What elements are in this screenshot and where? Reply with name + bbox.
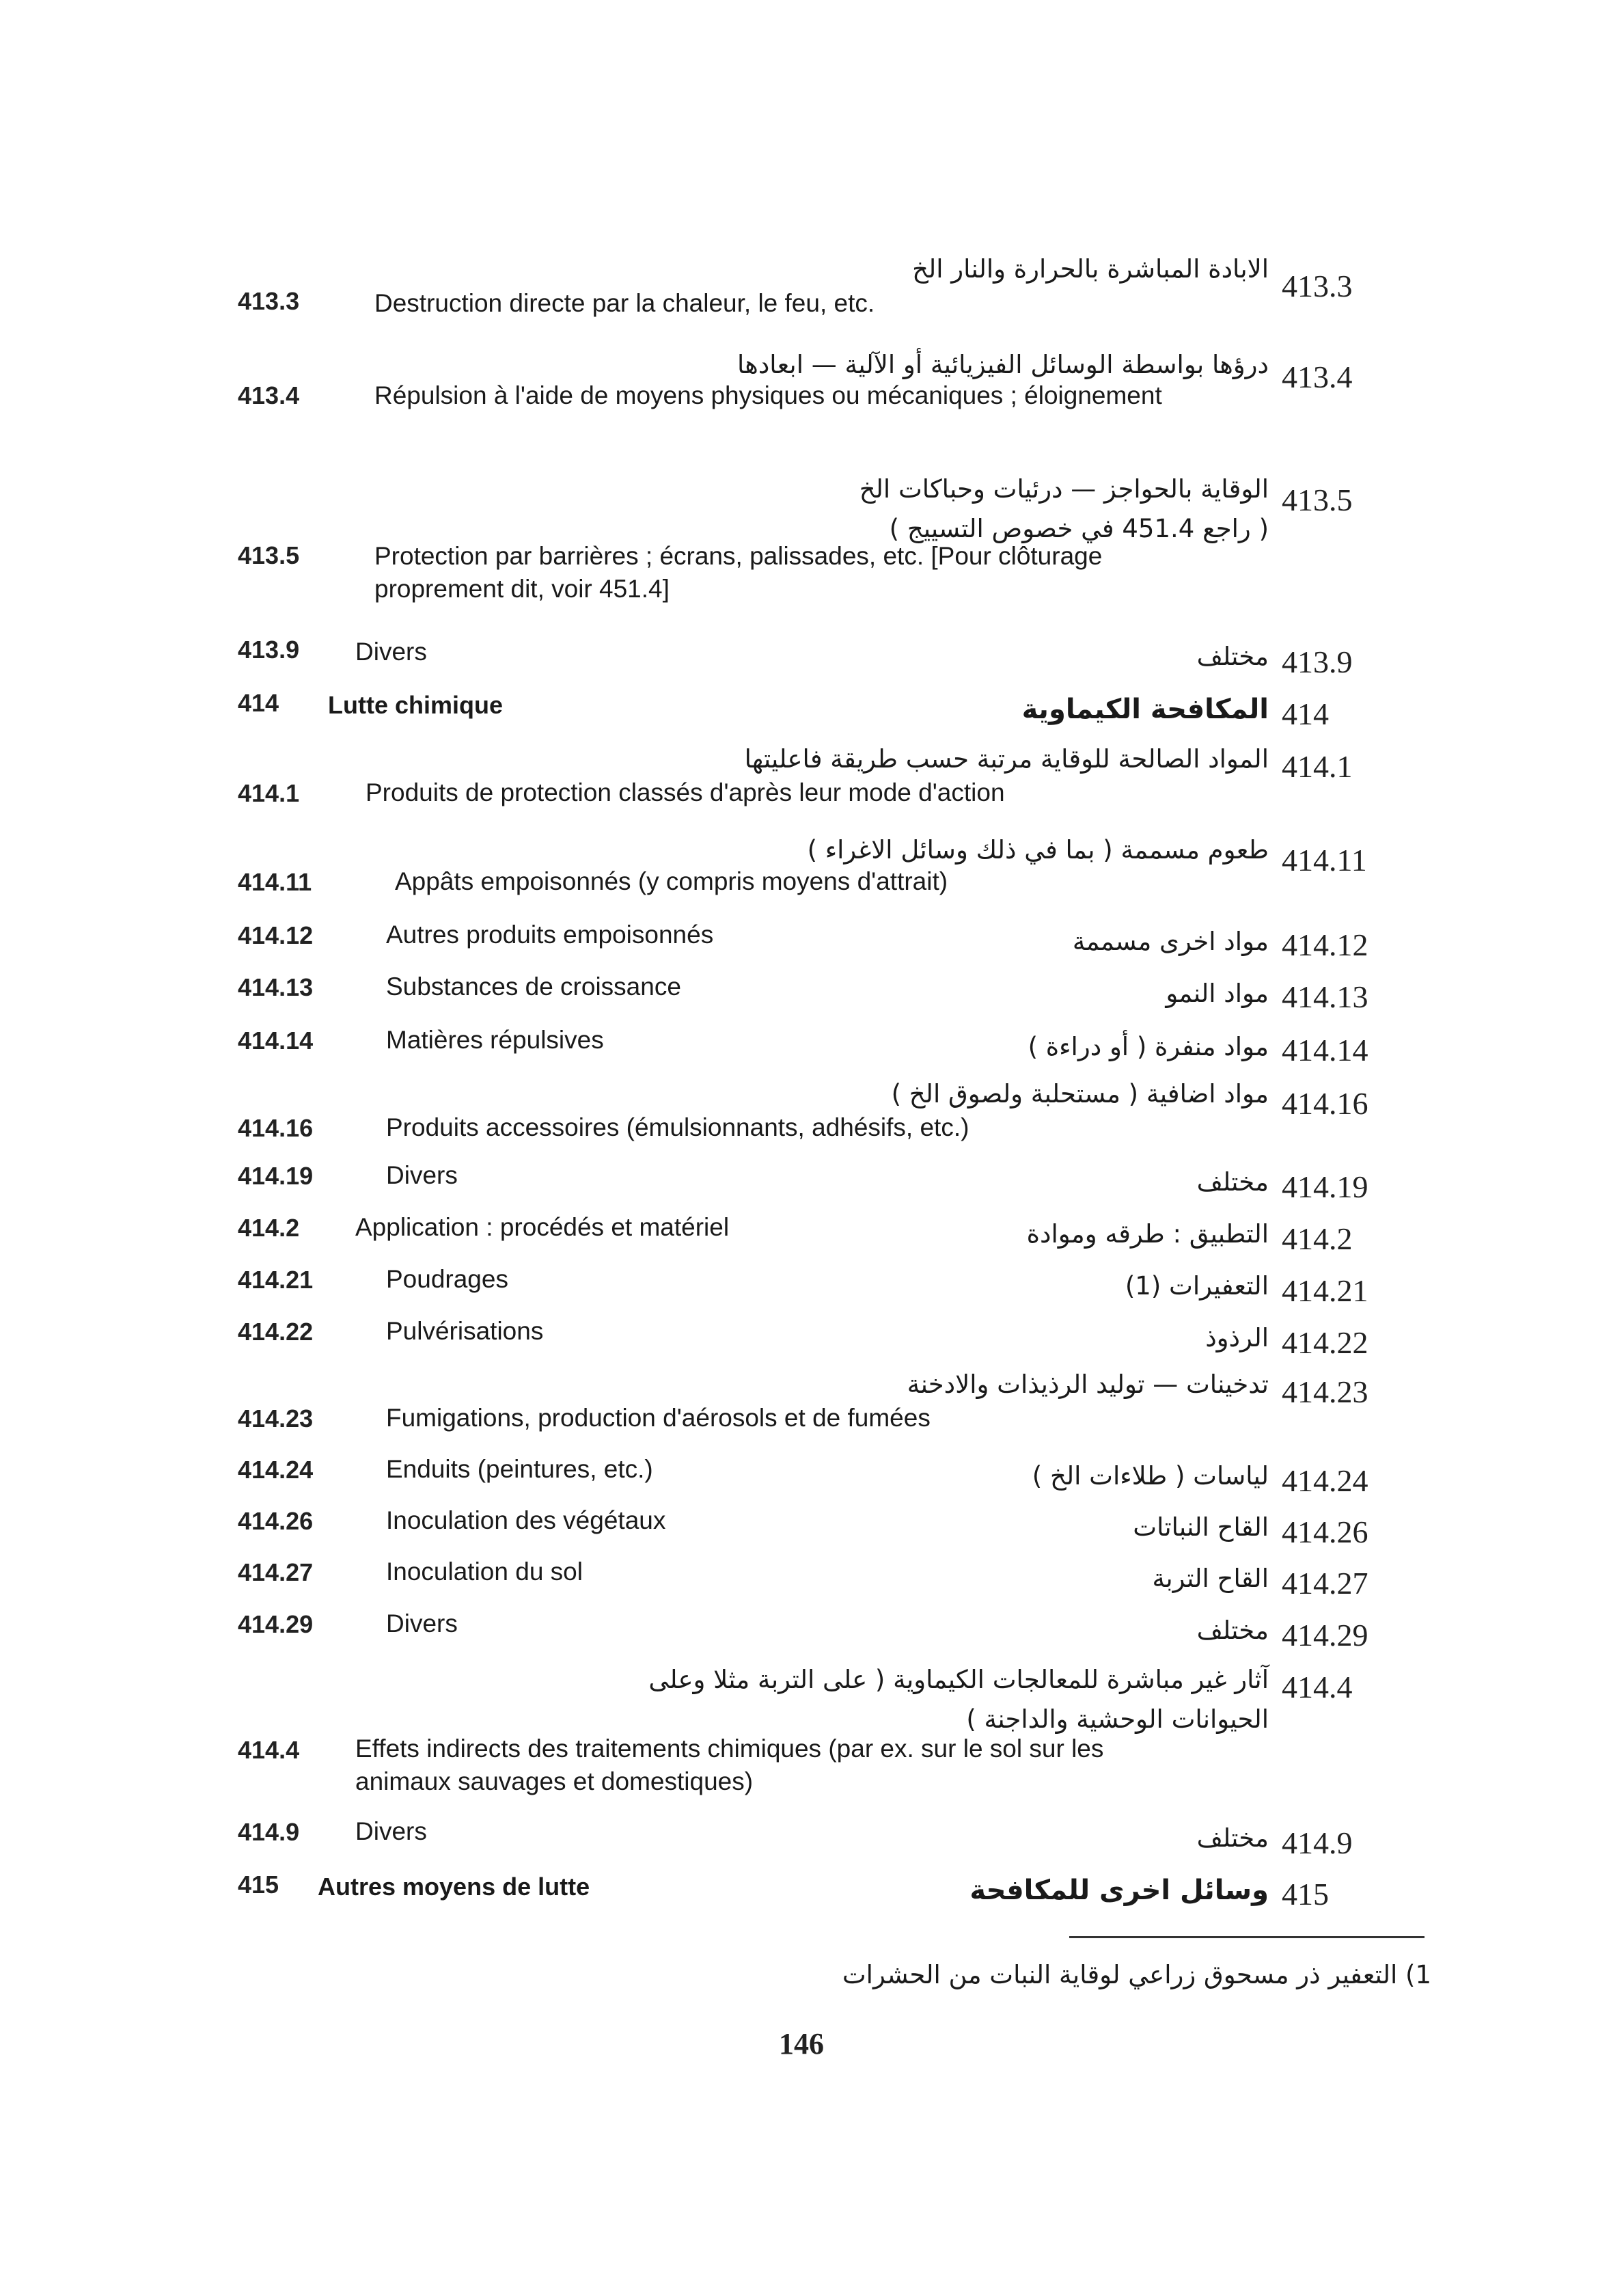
entry-french-text: Poudrages <box>386 1265 508 1293</box>
entry-french-text: Autres produits empoisonnés <box>386 921 714 949</box>
entry-code: 414.4 <box>238 1736 300 1764</box>
entry-arabic-text: مختلف <box>1196 1823 1269 1853</box>
entry-french-text: Répulsion à l'aide de moyens physiques ou mécaniques ; éloignement <box>374 381 1162 409</box>
entry-arabic-code: 414.24 <box>1282 1463 1368 1498</box>
entry-french-text: Produits de protection classés d'après leur mode d'action <box>366 778 1005 806</box>
entry-arabic-code: 413.9 <box>1282 644 1353 679</box>
entry-arabic-text: مختلف <box>1196 1167 1269 1197</box>
entry-french-text: Substances de croissance <box>386 973 681 1001</box>
entry-arabic-text: مواد اخرى مسممة <box>1072 927 1269 956</box>
entry-arabic-code: 414.27 <box>1282 1566 1368 1601</box>
entry-code: 413.3 <box>238 287 300 315</box>
entry-french-text: Divers <box>355 638 427 666</box>
entry-arabic-code: 414.26 <box>1282 1514 1368 1549</box>
entry-arabic-text: مختلف <box>1196 1616 1269 1645</box>
page-number: 146 <box>779 2027 824 2061</box>
entry-french-text: Appâts empoisonnés (y compris moyens d'attrait) <box>395 867 948 895</box>
entry-code: 413.4 <box>238 381 300 409</box>
entry-french-text: Inoculation du sol <box>386 1558 583 1586</box>
entry-arabic-code: 414.11 <box>1282 843 1367 878</box>
entry-arabic-code: 414.19 <box>1282 1169 1368 1204</box>
entry-code: 414.2 <box>238 1214 300 1242</box>
entry-arabic-code: 414.13 <box>1282 979 1368 1014</box>
entry-code: 415 <box>238 1871 279 1899</box>
entry-french-text: Fumigations, production d'aérosols et de fumées <box>386 1404 931 1432</box>
entry-code: 414.16 <box>238 1114 314 1142</box>
entry-arabic-code: 414.12 <box>1282 927 1368 962</box>
entry-french-text: Destruction directe par la chaleur, le feu, etc. <box>374 289 875 317</box>
entry-code: 414.23 <box>238 1404 314 1432</box>
entry-code: 414.1 <box>238 779 300 807</box>
entry-arabic-code: 413.4 <box>1282 359 1353 394</box>
entry-arabic-text: مختلف <box>1196 642 1269 671</box>
entry-code: 414.9 <box>238 1818 300 1846</box>
entry-arabic-text: القاح التربة <box>1152 1564 1269 1593</box>
entry-arabic-text-line-2: الحيوانات الوحشية والداجنة ) <box>966 1704 1269 1734</box>
entry-code: 414.26 <box>238 1507 314 1535</box>
entry-arabic-text: الابادة المباشرة بالحرارة والنار الخ <box>912 254 1269 284</box>
entry-french-text: Autres moyens de lutte <box>318 1873 590 1901</box>
entry-arabic-text: المكافحة الكيماوية <box>1021 694 1269 725</box>
entry-arabic-text: المواد الصالحة للوقاية مرتبة حسب طريقة فاعليتها <box>744 744 1269 774</box>
footnote: 1) التعفير ذر مسحوق زراعي لوقاية النبات من الحشرات <box>842 1960 1431 1989</box>
entry-arabic-text: التعفيرات (1) <box>1125 1271 1269 1301</box>
entry-french-text: Produits accessoires (émulsionnants, adhésifs, etc.) <box>386 1113 969 1141</box>
entry-code: 414.19 <box>238 1162 314 1190</box>
entry-french-text: Protection par barrières ; écrans, palissades, etc. [Pour clôturage proprement dit, voir 451.4] <box>374 542 1103 603</box>
entry-french-text: Divers <box>386 1609 458 1637</box>
entry-french-text: Inoculation des végétaux <box>386 1506 666 1534</box>
entry-arabic-text: طعوم مسممة ( بما في ذلك وسائل الاغراء ) <box>807 835 1269 865</box>
entry-code: 414.12 <box>238 921 314 949</box>
entry-arabic-text: التطبيق : طرقه وموادة <box>1026 1219 1269 1249</box>
entry-french-text: Matières répulsives <box>386 1026 604 1054</box>
entry-arabic-text: آثار غير مباشرة للمعالجات الكيماوية ( على التربة مثلا وعلى <box>648 1665 1269 1694</box>
entry-french-text: Enduits (peintures, etc.) <box>386 1455 653 1483</box>
entry-french-text: Application : procédés et matériel <box>355 1213 730 1241</box>
entry-arabic-code: 413.5 <box>1282 482 1353 517</box>
entry-arabic-code: 414.29 <box>1282 1618 1368 1653</box>
entry-french-text: Effets indirects des traitements chimiques (par ex. sur le sol sur les animaux sauvages et domestiques) <box>355 1735 1104 1795</box>
entry-arabic-code: 414.14 <box>1282 1033 1368 1068</box>
entry-arabic-text: وسائل اخرى للمكافحة <box>969 1875 1269 1906</box>
entry-arabic-code: 414.2 <box>1282 1221 1353 1256</box>
entry-french-text: Lutte chimique <box>328 691 504 719</box>
entry-arabic-text: مواد منفرة ( أو دراءة ) <box>1028 1032 1269 1061</box>
entry-code: 414 <box>238 689 279 717</box>
entry-code: 414.29 <box>238 1610 314 1638</box>
entry-code: 414.11 <box>238 868 312 896</box>
entry-arabic-text: درؤها بواسطة الوسائل الفيزيائية أو الآلية — ابعادها <box>737 350 1269 379</box>
entry-arabic-text: مواد اضافية ( مستحلبة ولصوق الخ ) <box>891 1079 1269 1109</box>
entry-french-text: Pulvérisations <box>386 1317 544 1345</box>
entry-code: 414.13 <box>238 973 314 1001</box>
entry-arabic-text: القاح النباتات <box>1133 1512 1269 1542</box>
entry-arabic-code: 414.16 <box>1282 1086 1368 1121</box>
entry-code: 414.27 <box>238 1558 314 1586</box>
entry-code: 414.14 <box>238 1027 314 1055</box>
entry-arabic-text: لياسات ( طلاءات الخ ) <box>1032 1461 1269 1491</box>
entry-arabic-text: الرذوذ <box>1205 1323 1269 1352</box>
entry-arabic-code: 414.4 <box>1282 1670 1353 1704</box>
entry-code: 414.24 <box>238 1456 314 1484</box>
entry-arabic-text: مواد النمو <box>1166 979 1269 1008</box>
entry-arabic-code: 414 <box>1282 696 1329 731</box>
entry-french-text: Divers <box>355 1817 427 1845</box>
entry-arabic-text: الوقاية بالحواجز — درئيات وحباكات الخ <box>859 474 1269 504</box>
entry-arabic-code: 413.3 <box>1282 269 1353 303</box>
entry-code: 414.21 <box>238 1266 314 1294</box>
entry-code: 414.22 <box>238 1318 314 1346</box>
entry-arabic-code: 414.22 <box>1282 1325 1368 1360</box>
entry-arabic-code: 414.21 <box>1282 1273 1368 1308</box>
entry-code: 413.9 <box>238 636 300 664</box>
entry-french-text: Divers <box>386 1161 458 1189</box>
footnote-divider <box>1069 1936 1425 1938</box>
entry-arabic-text-line-2: ( راجع 451.4 في خصوص التسييج ) <box>889 514 1269 543</box>
entry-code: 413.5 <box>238 541 300 569</box>
entry-arabic-code: 415 <box>1282 1877 1329 1912</box>
entry-arabic-code: 414.23 <box>1282 1374 1368 1409</box>
entry-arabic-text: تدخينات — توليد الرذيذات والادخنة <box>907 1370 1269 1399</box>
entry-arabic-code: 414.1 <box>1282 749 1353 784</box>
entry-arabic-code: 414.9 <box>1282 1825 1353 1860</box>
